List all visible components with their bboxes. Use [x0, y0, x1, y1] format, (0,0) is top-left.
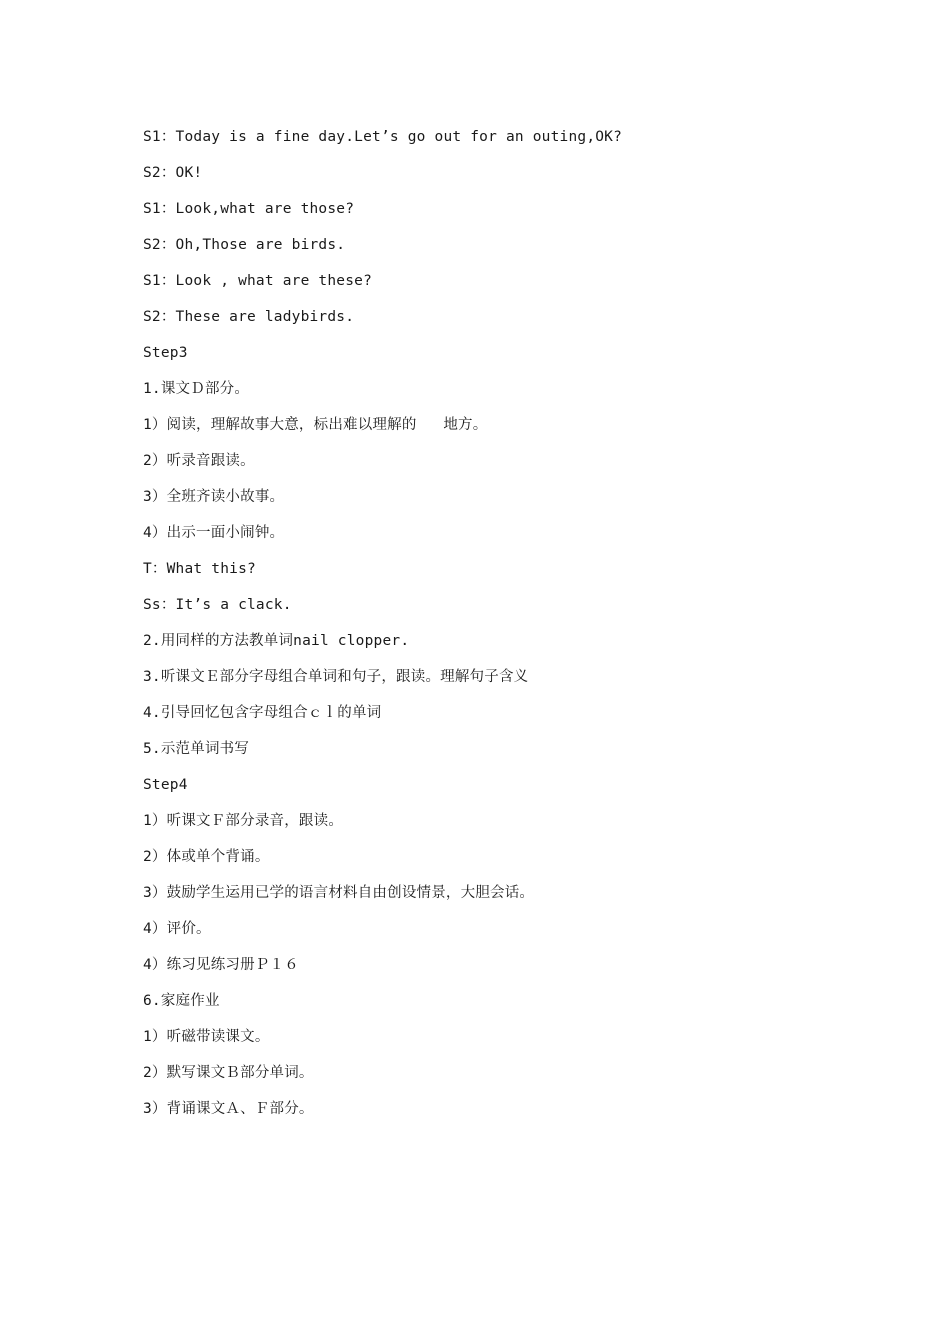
step4-subitem-evaluate: 4）评价。 — [143, 921, 211, 937]
document-body — [143, 126, 843, 1134]
step4-subitem-recite: 2）体或单个背诵。 — [143, 849, 270, 865]
homework-item-tape: 1）听磁带读课文。 — [143, 1029, 270, 1045]
dialogue-line-s1-fine-day: S1：Today is a fine day.Let’s go out for an outing,OK? — [143, 129, 623, 145]
dialogue-line-s2-ladybirds: S2：These are ladybirds. — [143, 309, 355, 325]
step3-item-2: 2.用同样的方法教单词nail clopper. — [143, 633, 410, 649]
step3-item-4: 4.引导回忆包含字母组合ｃｌ的单词 — [143, 705, 382, 721]
step4-heading: Step4 — [143, 777, 188, 793]
step3-item-1: 1.课文Ｄ部分。 — [143, 381, 250, 397]
dialogue-line-s1-these: S1：Look , what are these? — [143, 273, 373, 289]
step3-subitem-listen: 2）听录音跟读。 — [143, 453, 255, 469]
step3-subitem-read: 1）阅读，理解故事大意，标出难以理解的 地方。 — [143, 417, 488, 433]
step4-subitem-listen: 1）听课文Ｆ部分录音，跟读。 — [143, 813, 344, 829]
step3-subitem-clock: 4）出示一面小闹钟。 — [143, 525, 285, 541]
homework-item-dictation: 2）默写课文Ｂ部分单词。 — [143, 1065, 314, 1081]
step3-item-5: 5.示范单词书写 — [143, 741, 250, 757]
step3-heading: Step3 — [143, 345, 188, 361]
dialogue-line-teacher: T：What this? — [143, 561, 256, 577]
homework-heading: 6.家庭作业 — [143, 993, 220, 1009]
dialogue-line-s1-those: S1：Look,what are those? — [143, 201, 355, 217]
dialogue-line-s2-birds: S2：Oh,Those are birds. — [143, 237, 346, 253]
dialogue-line-s2-ok: S2：OK! — [143, 165, 203, 181]
step3-subitem-class-read: 3）全班齐读小故事。 — [143, 489, 285, 505]
step3-item-3: 3.听课文Ｅ部分字母组合单词和句子，跟读。理解句子含义 — [143, 669, 529, 685]
homework-item-recite: 3）背诵课文Ａ、Ｆ部分。 — [143, 1101, 314, 1117]
step4-subitem-workbook: 4）练习见练习册Ｐ１６ — [143, 957, 299, 973]
dialogue-line-students: Ss：It’s a clack. — [143, 597, 292, 613]
step4-subitem-dialogue: 3）鼓励学生运用已学的语言材料自由创设情景，大胆会话。 — [143, 885, 535, 901]
